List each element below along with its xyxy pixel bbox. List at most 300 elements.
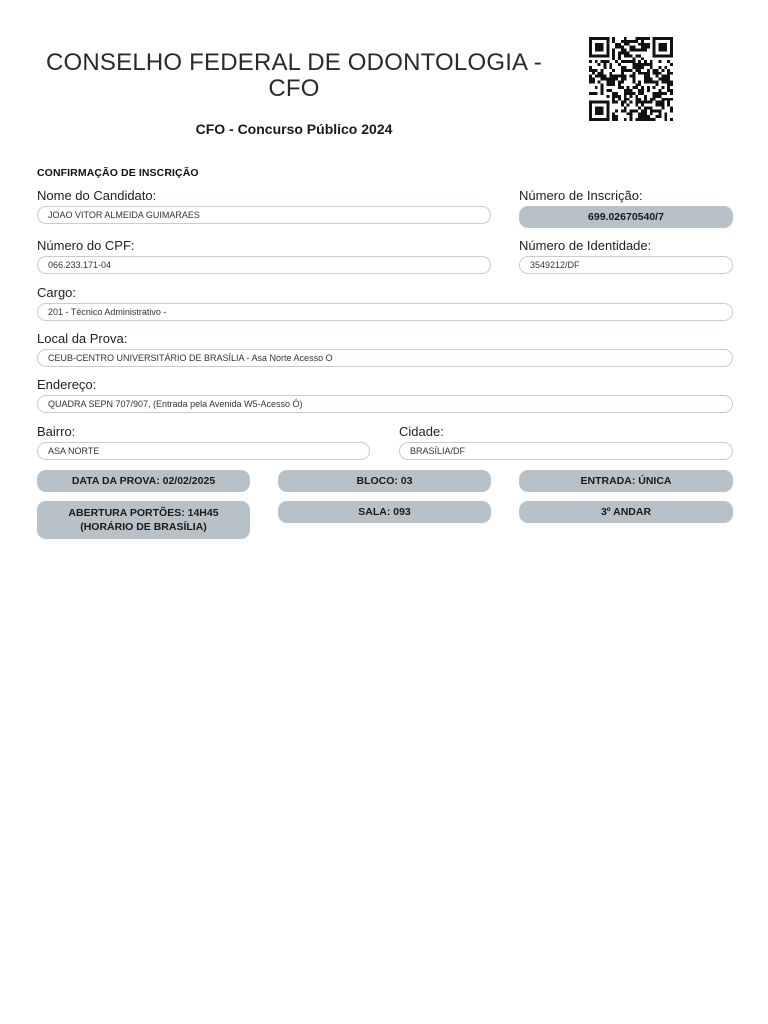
qr-module (659, 92, 662, 95)
qr-module (627, 92, 630, 95)
qr-module (638, 118, 641, 121)
cpf-label: Número do CPF: (37, 238, 135, 253)
qr-module (618, 83, 621, 86)
qr-module (589, 60, 592, 63)
qr-module (609, 66, 612, 69)
qr-module (664, 37, 667, 40)
qr-module (589, 118, 592, 121)
qr-module (612, 51, 615, 54)
qr-module (653, 86, 656, 89)
qr-module (644, 115, 647, 118)
qr-module (589, 66, 592, 69)
qr-module (609, 80, 612, 83)
qr-module (667, 83, 670, 86)
qr-module (644, 49, 647, 52)
qr-module (609, 75, 612, 78)
qr-module (618, 51, 621, 54)
qr-module (632, 63, 635, 66)
qr-module (656, 104, 659, 107)
qr-module (667, 54, 670, 57)
qr-module (670, 46, 673, 49)
qr-module (612, 80, 615, 83)
qr-module (638, 101, 641, 104)
qr-module (661, 78, 664, 81)
qr-module (659, 43, 662, 46)
qr-module (635, 86, 638, 89)
qr-module (644, 43, 647, 46)
qr-module (621, 40, 624, 43)
qr-module (659, 72, 662, 75)
qr-module (653, 72, 656, 75)
qr-module (624, 109, 627, 112)
qr-module (650, 60, 653, 63)
qr-module (653, 80, 656, 83)
qr-module (656, 69, 659, 72)
qr-module (595, 112, 598, 115)
qr-module (601, 107, 604, 110)
qr-module (656, 54, 659, 57)
qr-module (656, 37, 659, 40)
qr-module (601, 43, 604, 46)
qr-module (615, 115, 618, 118)
qr-module (659, 112, 662, 115)
qr-module (670, 98, 673, 101)
qr-module (595, 107, 598, 110)
qr-module (592, 72, 595, 75)
qr-module (621, 78, 624, 81)
qr-module (667, 78, 670, 81)
qr-module (612, 78, 615, 81)
qr-module (664, 49, 667, 52)
qr-module (647, 37, 650, 40)
qr-module (621, 66, 624, 69)
qr-module (635, 95, 638, 98)
qr-module (601, 69, 604, 72)
qr-module (661, 107, 664, 110)
qr-module (595, 37, 598, 40)
qr-module (638, 60, 641, 63)
qr-module (618, 46, 621, 49)
qr-module (653, 69, 656, 72)
qr-module (630, 109, 633, 112)
qr-module (635, 63, 638, 66)
qr-module (595, 43, 598, 46)
qr-module (624, 78, 627, 81)
qr-module (612, 112, 615, 115)
qr-module (641, 118, 644, 121)
qr-module (638, 112, 641, 115)
qr-module (595, 46, 598, 49)
qr-module (624, 92, 627, 95)
qr-module (606, 54, 609, 57)
qr-module (630, 60, 633, 63)
qr-module (656, 109, 659, 112)
qr-module (632, 75, 635, 78)
qr-module (667, 80, 670, 83)
entrance-badge: ENTRADA: ÚNICA (519, 470, 733, 492)
qr-module (606, 101, 609, 104)
qr-module (589, 54, 592, 57)
qr-module (670, 80, 673, 83)
qr-module (641, 109, 644, 112)
qr-module (603, 118, 606, 121)
qr-module (641, 104, 644, 107)
qr-module (589, 107, 592, 110)
qr-module (595, 118, 598, 121)
qr-module (664, 118, 667, 121)
qr-module (598, 109, 601, 112)
qr-module (606, 46, 609, 49)
qr-module (603, 54, 606, 57)
qr-module (647, 69, 650, 72)
qr-module (603, 37, 606, 40)
qr-module (659, 104, 662, 107)
qr-module (630, 112, 633, 115)
qr-module (638, 66, 641, 69)
qr-module (592, 101, 595, 104)
qr-module (661, 98, 664, 101)
qr-module (606, 95, 609, 98)
qr-module (589, 49, 592, 52)
qr-module (650, 101, 653, 104)
qr-module (601, 72, 604, 75)
qr-module (606, 109, 609, 112)
qr-module (659, 78, 662, 81)
gate-opening-time: ABERTURA PORTÕES: 14H45 (68, 507, 219, 519)
qr-module (598, 80, 601, 83)
qr-module (661, 92, 664, 95)
qr-module (667, 69, 670, 72)
qr-module (641, 101, 644, 104)
qr-module (641, 66, 644, 69)
qr-module (595, 75, 598, 78)
qr-module (653, 46, 656, 49)
identity-number-label: Número de Identidade: (519, 238, 652, 253)
qr-module (627, 40, 630, 43)
qr-module (641, 92, 644, 95)
qr-module (632, 57, 635, 60)
qr-module (603, 78, 606, 81)
qr-module (664, 66, 667, 69)
qr-module (644, 75, 647, 78)
qr-module (621, 101, 624, 104)
qr-module (664, 46, 667, 49)
qr-module (612, 115, 615, 118)
gate-opening-timezone: (HORÁRIO DE BRASÍLIA) (80, 521, 207, 533)
qr-module (659, 60, 662, 63)
qr-module (624, 107, 627, 110)
exam-subtitle: CFO - Concurso Público 2024 (195, 121, 393, 137)
qr-module (635, 101, 638, 104)
qr-module (641, 57, 644, 60)
registration-number-label: Número de Inscrição: (519, 188, 643, 203)
qr-module (635, 98, 638, 101)
qr-module (644, 72, 647, 75)
qr-module (592, 92, 595, 95)
qr-module (664, 54, 667, 57)
qr-module (670, 40, 673, 43)
qr-module (647, 86, 650, 89)
qr-module (641, 49, 644, 52)
qr-module (641, 72, 644, 75)
qr-module (656, 75, 659, 78)
qr-module (635, 37, 638, 40)
qr-module (630, 40, 633, 43)
qr-module (661, 37, 664, 40)
qr-module (621, 69, 624, 72)
qr-module (606, 89, 609, 92)
qr-module (659, 101, 662, 104)
city-label: Cidade: (399, 424, 444, 439)
candidate-name-field: JOAO VITOR ALMEIDA GUIMARAES (37, 206, 491, 224)
qr-module (589, 78, 592, 81)
qr-module (612, 92, 615, 95)
qr-module (606, 43, 609, 46)
qr-module (632, 78, 635, 81)
qr-module (635, 83, 638, 86)
qr-module (595, 101, 598, 104)
qr-module (627, 51, 630, 54)
qr-module (621, 86, 624, 89)
address-label: Endereço: (37, 377, 97, 392)
qr-module (635, 109, 638, 112)
qr-module (589, 75, 592, 78)
exam-location-label: Local da Prova: (37, 331, 128, 346)
qr-module (618, 95, 621, 98)
qr-module (630, 75, 633, 78)
qr-module (670, 107, 673, 110)
qr-module (618, 98, 621, 101)
qr-module (644, 37, 647, 40)
qr-module (659, 89, 662, 92)
qr-module (650, 112, 653, 115)
qr-module (641, 112, 644, 115)
qr-module (615, 118, 618, 121)
qr-module (647, 63, 650, 66)
qr-module (630, 89, 633, 92)
qr-module (638, 92, 641, 95)
qr-module (661, 86, 664, 89)
qr-module (612, 57, 615, 60)
qr-module (624, 95, 627, 98)
qr-module (667, 89, 670, 92)
qr-module (609, 72, 612, 75)
qr-module (606, 60, 609, 63)
qr-module (624, 75, 627, 78)
qr-module (661, 75, 664, 78)
qr-module (650, 63, 653, 66)
qr-module (601, 92, 604, 95)
qr-module (598, 72, 601, 75)
qr-module (656, 115, 659, 118)
qr-module (612, 98, 615, 101)
qr-module (606, 107, 609, 110)
qr-module (670, 83, 673, 86)
qr-module (653, 95, 656, 98)
registration-number-value: 699.02670540/7 (519, 206, 733, 228)
qr-module (644, 101, 647, 104)
qr-module (627, 43, 630, 46)
qr-module (606, 78, 609, 81)
qr-module (670, 109, 673, 112)
qr-module (601, 109, 604, 112)
qr-module (618, 43, 621, 46)
qr-module (601, 78, 604, 81)
qr-module (661, 69, 664, 72)
qr-module (598, 112, 601, 115)
qr-module (659, 115, 662, 118)
qr-module (661, 54, 664, 57)
qr-module (670, 89, 673, 92)
qr-module (601, 60, 604, 63)
qr-module (638, 107, 641, 110)
qr-module (598, 107, 601, 110)
qr-module (647, 101, 650, 104)
qr-module (644, 118, 647, 121)
qr-module (641, 89, 644, 92)
qr-module (589, 80, 592, 83)
qr-module (592, 80, 595, 83)
qr-module (621, 51, 624, 54)
qr-module (641, 37, 644, 40)
room-badge: SALA: 093 (278, 501, 491, 523)
qr-module (635, 104, 638, 107)
qr-module (612, 83, 615, 86)
qr-module (603, 60, 606, 63)
qr-module (618, 75, 621, 78)
qr-module (612, 54, 615, 57)
qr-module (644, 98, 647, 101)
qr-module (670, 54, 673, 57)
qr-module (630, 115, 633, 118)
qr-module (638, 80, 641, 83)
document-title: CONSELHO FEDERAL DE ODONTOLOGIA - CFO (45, 49, 543, 102)
qr-module (630, 101, 633, 104)
qr-module (644, 63, 647, 66)
qr-module (670, 43, 673, 46)
qr-module (627, 60, 630, 63)
position-field: 201 - Técnico Administrativo - (37, 303, 733, 321)
qr-module (601, 49, 604, 52)
qr-module (589, 92, 592, 95)
qr-module (621, 104, 624, 107)
qr-module (618, 57, 621, 60)
qr-module (589, 46, 592, 49)
qr-module (589, 43, 592, 46)
qr-module (615, 78, 618, 81)
qr-module (612, 118, 615, 121)
qr-module (606, 112, 609, 115)
floor-badge: 3º ANDAR (519, 501, 733, 523)
qr-module (656, 95, 659, 98)
qr-module (603, 101, 606, 104)
qr-module (635, 49, 638, 52)
qr-module (589, 112, 592, 115)
qr-module (624, 40, 627, 43)
qr-module (621, 72, 624, 75)
qr-module (647, 43, 650, 46)
qr-module (615, 109, 618, 112)
qr-module (650, 98, 653, 101)
qr-module (621, 60, 624, 63)
qr-module (595, 69, 598, 72)
qr-module (621, 80, 624, 83)
qr-module (627, 86, 630, 89)
qr-module (612, 37, 615, 40)
qr-module (638, 43, 641, 46)
qr-module (598, 75, 601, 78)
exam-location-field: CEUB-CENTRO UNIVERSITÁRIO DE BRASÍLIA - Asa Norte Acesso O (37, 349, 733, 367)
qr-module (641, 63, 644, 66)
qr-module (589, 40, 592, 43)
qr-module (670, 49, 673, 52)
qr-module (589, 51, 592, 54)
qr-module (609, 89, 612, 92)
qr-module (627, 104, 630, 107)
qr-module (606, 80, 609, 83)
qr-module (595, 109, 598, 112)
qr-module (592, 78, 595, 81)
block-badge: BLOCO: 03 (278, 470, 491, 492)
cpf-field: 066.233.171-04 (37, 256, 491, 274)
qr-module (630, 69, 633, 72)
qr-module (592, 118, 595, 121)
qr-module (664, 80, 667, 83)
qr-module (595, 60, 598, 63)
qr-module (624, 118, 627, 121)
qr-module (644, 95, 647, 98)
qr-module (624, 49, 627, 52)
qr-module (641, 86, 644, 89)
qr-module (624, 66, 627, 69)
qr-module (624, 101, 627, 104)
qr-module (632, 80, 635, 83)
address-field: QUADRA SEPN 707/907, (Entrada pela Avenida W5-Acesso Ó) (37, 395, 733, 413)
qr-module (630, 46, 633, 49)
qr-module (670, 72, 673, 75)
qr-module (659, 95, 662, 98)
qr-module (603, 63, 606, 66)
qr-module (659, 49, 662, 52)
qr-module (624, 98, 627, 101)
qr-module (667, 98, 670, 101)
qr-module (667, 60, 670, 63)
qr-module (664, 112, 667, 115)
qr-module (659, 66, 662, 69)
qr-module (621, 49, 624, 52)
qr-module (624, 60, 627, 63)
qr-module (647, 118, 650, 121)
qr-module (601, 112, 604, 115)
qr-module (630, 49, 633, 52)
qr-module (595, 49, 598, 52)
qr-module (624, 69, 627, 72)
qr-module (641, 43, 644, 46)
qr-module (632, 60, 635, 63)
qr-module (670, 63, 673, 66)
qr-module (618, 80, 621, 83)
qr-module (667, 72, 670, 75)
qr-module (601, 83, 604, 86)
qr-module (647, 72, 650, 75)
qr-module (661, 101, 664, 104)
qr-module (609, 78, 612, 81)
qr-module (632, 66, 635, 69)
qr-module (647, 78, 650, 81)
qr-module (632, 49, 635, 52)
gate-opening-badge (37, 501, 250, 539)
qr-module (647, 115, 650, 118)
